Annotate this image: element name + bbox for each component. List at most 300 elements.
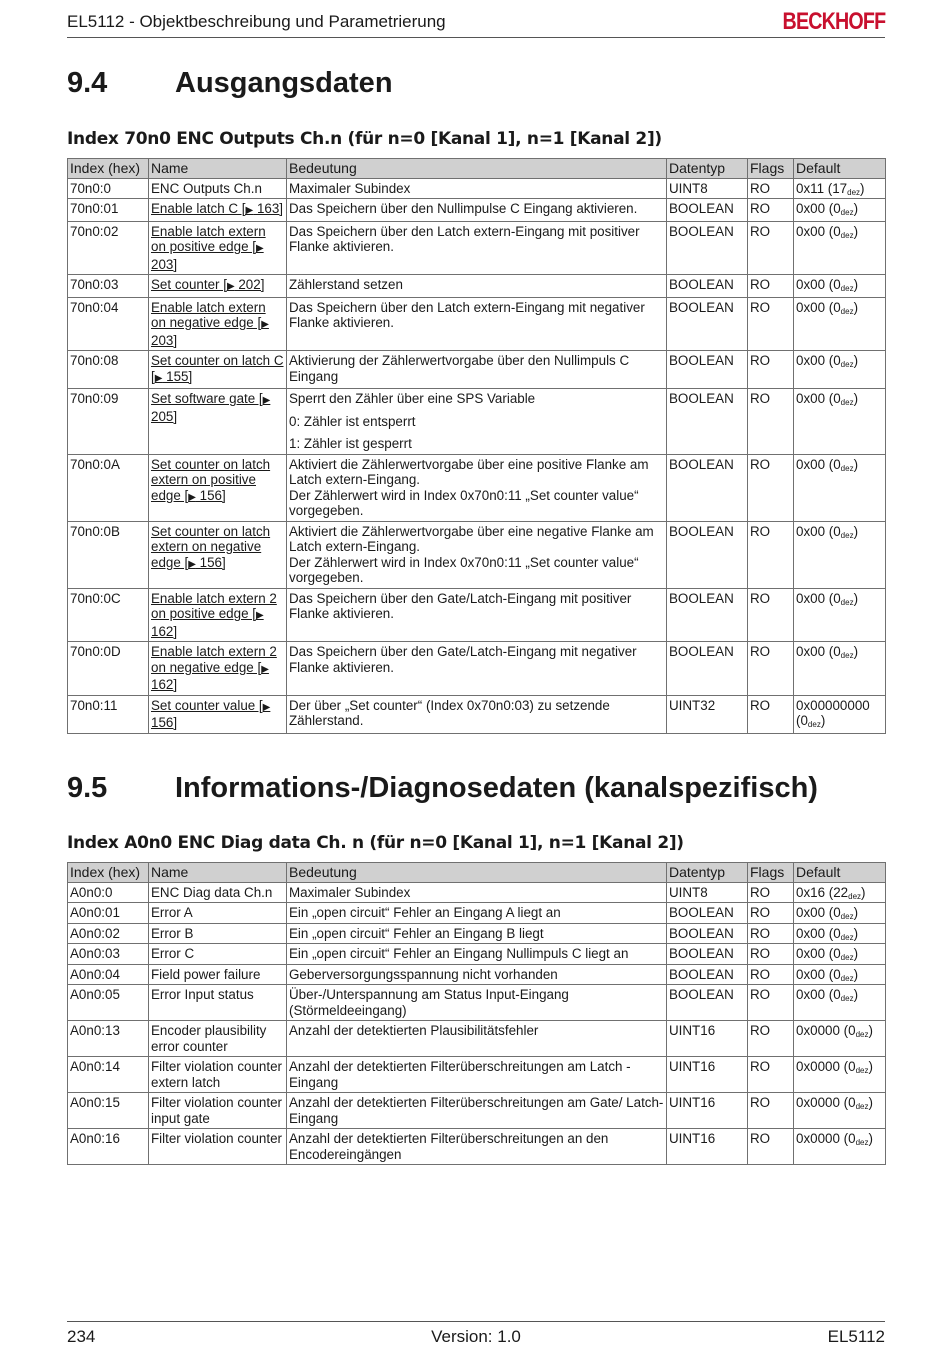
object-link[interactable]: [151, 300, 269, 348]
table-row: [68, 178, 886, 199]
default-value: 0x00 (0: [796, 201, 841, 216]
default-cell: [794, 199, 886, 222]
default-value: 0x00 (0: [796, 353, 841, 368]
flags-cell: RO: [748, 964, 794, 985]
default-cell: [794, 389, 886, 455]
datatype-cell: BOOLEAN: [667, 964, 748, 985]
flags-cell: RO: [748, 454, 794, 521]
table-row: [68, 351, 886, 389]
default-cell: [794, 695, 886, 733]
diag-object-table: [67, 862, 886, 1165]
datatype-cell: BOOLEAN: [667, 588, 748, 642]
datatype-cell: UINT16: [667, 1057, 748, 1093]
flags-cell: RO: [748, 199, 794, 222]
index-cell: A0n0:15: [68, 1093, 149, 1129]
section-heading-9-4: [67, 67, 393, 100]
default-close: ): [868, 1023, 873, 1038]
name-cell: [149, 351, 287, 389]
default-cell: [794, 1093, 886, 1129]
page-ref: 203]: [151, 332, 178, 348]
arrow-right-icon: ▶: [188, 491, 196, 503]
arrow-right-icon: ▶: [261, 319, 269, 330]
default-cell: [794, 1021, 886, 1057]
unit-subscript: dez: [840, 932, 854, 942]
flags-cell: RO: [748, 297, 794, 351]
object-link[interactable]: [151, 391, 270, 424]
datatype-cell: BOOLEAN: [667, 199, 748, 222]
default-close: ): [853, 523, 859, 539]
description-line: 0: Zähler ist entsperrt: [289, 413, 416, 429]
index-cell: A0n0:05: [68, 985, 149, 1021]
default-close: ): [853, 201, 859, 216]
description-cell: Anzahl der detektierten Filterüberschreitungen an den Encodereingängen: [287, 1129, 667, 1165]
link-text: Enable latch extern on negative edge [: [151, 299, 266, 330]
datatype-cell: BOOLEAN: [667, 985, 748, 1021]
default-close: ): [853, 905, 859, 920]
description-line: Der über „Set counter“ (Index 0x70n0:03) zu setzende Zählerstand.: [289, 697, 610, 728]
unit-subscript: dez: [840, 953, 854, 962]
column-header: Datentyp: [667, 863, 748, 883]
datatype-cell: BOOLEAN: [667, 944, 748, 965]
description-cell: Geberversorgungsspannung nicht vorhanden: [287, 964, 667, 985]
name-cell: ENC Outputs Ch.n: [149, 178, 287, 199]
link-text: Set software gate [: [151, 391, 263, 406]
description-line: Das Speichern über den Nullimpulse C Eingang aktivieren.: [289, 201, 638, 216]
unit-subscript: dez: [847, 187, 861, 197]
link-text: Set counter on latch extern on positive edge [: [151, 456, 271, 503]
index-cell: A0n0:0: [68, 882, 149, 903]
page-header: [67, 6, 885, 38]
index-cell: 70n0:04: [68, 297, 149, 351]
unit-subscript: dez: [855, 1138, 869, 1147]
default-cell: [794, 178, 886, 199]
default-close: ): [853, 987, 859, 1002]
description-cell: [287, 521, 667, 588]
brand-logo: BECKHOFF: [782, 8, 885, 35]
outputs-object-table: [67, 158, 886, 734]
description-cell: [287, 351, 667, 389]
name-cell: Filter violation counter input gate: [149, 1093, 287, 1129]
default-close: ): [868, 1059, 873, 1074]
name-cell: Error Input status: [149, 985, 287, 1021]
section-number: 9.5: [67, 772, 108, 804]
default-close: ): [853, 456, 859, 472]
description-line: Das Speichern über den Latch extern-Eingang mit negativer Flanke aktivieren.: [289, 299, 645, 330]
default-value: 0x16 (22: [796, 884, 849, 900]
datatype-cell: BOOLEAN: [667, 221, 748, 275]
link-text: Enable latch extern 2 on negative edge [: [151, 644, 277, 675]
page-ref: 155]: [162, 368, 193, 384]
description-line: Das Speichern über den Gate/Latch-Eingang mit negativer Flanke aktivieren.: [289, 644, 637, 675]
unit-subscript: dez: [855, 1030, 869, 1039]
object-link[interactable]: [151, 201, 283, 216]
index-cell: 70n0:0B: [68, 521, 149, 588]
default-cell: [794, 923, 886, 944]
column-header: Name: [149, 863, 287, 883]
object-link[interactable]: [151, 224, 266, 272]
index-cell: A0n0:02: [68, 923, 149, 944]
object-link[interactable]: [151, 644, 277, 692]
default-value: 0x0000 (0: [796, 1095, 856, 1110]
description-line: Zählerstand setzen: [289, 277, 403, 292]
flags-cell: RO: [748, 695, 794, 733]
datatype-cell: UINT16: [667, 1021, 748, 1057]
description-cell: [287, 642, 667, 696]
description-cell: [287, 199, 667, 222]
default-close: ): [853, 946, 859, 961]
description-cell: [287, 389, 667, 455]
unit-subscript: dez: [840, 463, 854, 473]
default-value: 0x0000 (0: [796, 1131, 856, 1146]
column-header: Default: [794, 863, 886, 883]
default-close: ): [853, 299, 859, 315]
index-cell: 70n0:0D: [68, 642, 149, 696]
flags-cell: RO: [748, 588, 794, 642]
column-header: Name: [149, 159, 287, 179]
datatype-cell: BOOLEAN: [667, 297, 748, 351]
name-cell: ENC Diag data Ch.n: [149, 882, 287, 903]
default-close: ): [860, 180, 865, 196]
unit-subscript: dez: [840, 912, 854, 921]
column-header: Flags: [748, 863, 794, 883]
default-value: 0x00 (0: [796, 590, 841, 606]
table-row: [68, 695, 886, 733]
index-cell: 70n0:11: [68, 695, 149, 733]
name-cell: [149, 199, 287, 222]
column-header: Index (hex): [68, 863, 149, 883]
default-cell: [794, 297, 886, 351]
table-row: [68, 1057, 886, 1093]
table-row: [68, 985, 886, 1021]
flags-cell: RO: [748, 389, 794, 455]
index-cell: 70n0:01: [68, 199, 149, 222]
arrow-right-icon: ▶: [255, 243, 264, 254]
link-text: Set counter value [: [151, 697, 263, 713]
default-cell: [794, 588, 886, 642]
link-text: Enable latch extern 2 on positive edge [: [151, 590, 277, 621]
unit-subscript: dez: [848, 891, 862, 901]
flags-cell: RO: [748, 985, 794, 1021]
default-value: 0x00 (0: [796, 925, 841, 941]
arrow-right-icon: ▶: [226, 281, 235, 292]
table-header-row: [68, 863, 886, 883]
table-row: [68, 297, 886, 351]
default-close: ): [861, 884, 866, 900]
default-cell: [794, 944, 886, 965]
description-line: Aktivierung der Zählerwertvorgabe über den Nullimpuls C Eingang: [289, 353, 630, 384]
default-value: 0x00 (0: [796, 946, 841, 961]
description-line: Maximaler Subindex: [289, 180, 411, 196]
description-line: Der Zählerwert wird in Index 0x70n0:11 „Set counter value“ vorgegeben.: [289, 554, 639, 585]
table-row: [68, 642, 886, 696]
column-header: Index (hex): [68, 159, 149, 179]
name-cell: [149, 695, 287, 733]
name-cell: Error A: [149, 903, 287, 924]
default-value: 0x11 (17: [796, 180, 848, 196]
datatype-cell: UINT16: [667, 1129, 748, 1165]
default-cell: [794, 351, 886, 389]
product-name: EL5112: [827, 1327, 885, 1346]
name-cell: Field power failure: [149, 964, 287, 985]
datatype-cell: BOOLEAN: [667, 923, 748, 944]
section-title: Informations-/Diagnosedaten (kanalspezifisch): [175, 772, 818, 804]
table-header-row: [68, 159, 886, 179]
page-ref: 205]: [151, 408, 178, 424]
column-header: Flags: [748, 159, 794, 179]
flags-cell: RO: [748, 1129, 794, 1165]
object-link[interactable]: [151, 353, 284, 384]
description-line: Das Speichern über den Gate/Latch-Eingang mit positiver Flanke aktivieren.: [289, 590, 632, 621]
table2-heading: Index A0n0 ENC Diag data Ch. n (für n=0 [Kanal 1], n=1 [Kanal 2]): [67, 833, 684, 853]
datatype-cell: UINT32: [667, 695, 748, 733]
name-cell: Error C: [149, 944, 287, 965]
description-cell: Über-/Unterspannung am Status Input-Eingang (Störmeldeeingang): [287, 985, 667, 1021]
description-line: Der Zählerwert wird in Index 0x70n0:11 „Set counter value“ vorgegeben.: [289, 487, 639, 518]
table-row: [68, 1093, 886, 1129]
default-cell: [794, 985, 886, 1021]
object-link[interactable]: [151, 457, 270, 503]
section-title: Ausgangsdaten: [175, 67, 393, 99]
datatype-cell: BOOLEAN: [667, 389, 748, 455]
default-value: 0x00 (0: [796, 523, 841, 539]
description-line: Sperrt den Zähler über eine SPS Variable: [289, 391, 536, 406]
name-cell: Encoder plausibility error counter: [149, 1021, 287, 1057]
unit-subscript: dez: [807, 720, 821, 729]
page-footer: [67, 1321, 885, 1352]
page-ref: 156]: [151, 715, 178, 730]
object-link[interactable]: [151, 277, 264, 292]
name-cell: [149, 521, 287, 588]
link-text: Enable latch C [: [151, 201, 246, 216]
default-close: ): [868, 1095, 873, 1110]
default-close: ): [853, 353, 859, 368]
default-value: 0x00 (0: [796, 987, 841, 1002]
section-number: 9.4: [67, 67, 108, 99]
index-cell: 70n0:0C: [68, 588, 149, 642]
default-close: ): [853, 590, 859, 606]
table-row: [68, 454, 886, 521]
default-value: 0x0000 (0: [796, 1023, 856, 1038]
flags-cell: RO: [748, 882, 794, 903]
name-cell: Filter violation counter extern latch: [149, 1057, 287, 1093]
description-line: Das Speichern über den Latch extern-Eingang mit positiver Flanke aktivieren.: [289, 223, 640, 254]
unit-subscript: dez: [840, 360, 854, 369]
unit-subscript: dez: [855, 1102, 869, 1111]
description-cell: [287, 275, 667, 298]
unit-subscript: dez: [840, 973, 854, 983]
page-ref: 163]: [253, 201, 284, 216]
datatype-cell: UINT8: [667, 882, 748, 903]
link-text: Set counter [: [151, 277, 227, 292]
name-cell: [149, 588, 287, 642]
default-close: ): [868, 1131, 873, 1146]
index-cell: 70n0:09: [68, 389, 149, 455]
description-cell: Maximaler Subindex: [287, 882, 667, 903]
arrow-right-icon: ▶: [262, 395, 271, 406]
page-ref: 203]: [151, 256, 178, 272]
default-close: ): [820, 713, 826, 728]
description-cell: [287, 178, 667, 199]
flags-cell: RO: [748, 521, 794, 588]
table-row: [68, 275, 886, 298]
table-row: [68, 521, 886, 588]
unit-subscript: dez: [840, 530, 854, 540]
unit-subscript: dez: [855, 1066, 869, 1075]
index-cell: A0n0:03: [68, 944, 149, 965]
name-cell: [149, 642, 287, 696]
version-label: Version: 1.0: [431, 1327, 521, 1346]
description-cell: [287, 454, 667, 521]
arrow-right-icon: ▶: [261, 663, 269, 675]
flags-cell: RO: [748, 275, 794, 298]
link-text: Set counter on latch C [: [151, 353, 284, 384]
table-row: [68, 1129, 886, 1165]
default-close: ): [853, 223, 859, 239]
description-cell: Ein „open circuit“ Fehler an Eingang A liegt an: [287, 903, 667, 924]
flags-cell: RO: [748, 1093, 794, 1129]
default-value: 0x00 (0: [796, 391, 841, 406]
page-ref: 162]: [151, 677, 178, 692]
description-cell: [287, 221, 667, 275]
index-cell: 70n0:08: [68, 351, 149, 389]
default-close: ): [853, 644, 859, 659]
default-value: 0x00 (0: [796, 299, 841, 315]
object-link[interactable]: [151, 524, 270, 570]
description-line: 1: Zähler ist gesperrt: [289, 436, 412, 451]
table-row: [68, 389, 886, 455]
name-cell: Filter violation counter: [149, 1129, 287, 1165]
name-cell: [149, 454, 287, 521]
table-row: [68, 221, 886, 275]
table-row: [68, 923, 886, 944]
table-row: [68, 588, 886, 642]
flags-cell: RO: [748, 903, 794, 924]
page-ref: 162]: [151, 623, 178, 639]
unit-subscript: dez: [840, 230, 854, 240]
unit-subscript: dez: [840, 208, 854, 217]
column-header: Default: [794, 159, 886, 179]
description-cell: Ein „open circuit“ Fehler an Eingang B liegt: [287, 923, 667, 944]
description-cell: [287, 297, 667, 351]
description-line: Aktiviert die Zählerwertvorgabe über eine positive Flanke am Latch extern-Eingang.: [289, 456, 649, 487]
datatype-cell: BOOLEAN: [667, 642, 748, 696]
default-close: ): [853, 925, 859, 941]
default-cell: [794, 903, 886, 924]
default-value: 0x00 (0: [796, 644, 841, 659]
table-row: [68, 903, 886, 924]
flags-cell: RO: [748, 1021, 794, 1057]
default-value: 0x00 (0: [796, 905, 841, 920]
default-close: ): [853, 966, 859, 982]
datatype-cell: BOOLEAN: [667, 351, 748, 389]
default-cell: [794, 221, 886, 275]
arrow-right-icon: ▶: [154, 372, 163, 384]
default-value: 0x00000000 (0: [796, 697, 870, 728]
name-cell: [149, 389, 287, 455]
datatype-cell: BOOLEAN: [667, 903, 748, 924]
table1-heading: Index 70n0 ENC Outputs Ch.n (für n=0 [Kanal 1], n=1 [Kanal 2]): [67, 129, 662, 149]
page-ref: 202]: [234, 277, 265, 292]
link-text: Enable latch extern on positive edge [: [151, 223, 266, 254]
default-cell: [794, 642, 886, 696]
flags-cell: RO: [748, 351, 794, 389]
description-cell: Anzahl der detektierten Plausibilitätsfehler: [287, 1021, 667, 1057]
default-cell: [794, 1057, 886, 1093]
description-cell: [287, 695, 667, 733]
index-cell: 70n0:02: [68, 221, 149, 275]
datatype-cell: UINT16: [667, 1093, 748, 1129]
table-row: [68, 1021, 886, 1057]
description-line: Aktiviert die Zählerwertvorgabe über eine negative Flanke am Latch extern-Eingang.: [289, 523, 654, 554]
flags-cell: RO: [748, 221, 794, 275]
default-cell: [794, 882, 886, 903]
default-close: ): [853, 391, 859, 406]
table-row: [68, 882, 886, 903]
flags-cell: RO: [748, 923, 794, 944]
object-link[interactable]: [151, 698, 270, 731]
default-value: 0x00 (0: [796, 966, 841, 982]
table-row: [68, 944, 886, 965]
datatype-cell: BOOLEAN: [667, 454, 748, 521]
description-cell: [287, 588, 667, 642]
default-cell: [794, 521, 886, 588]
default-close: ): [853, 277, 859, 292]
description-cell: Anzahl der detektierten Filterüberschreitungen am Gate/ Latch-Eingang: [287, 1093, 667, 1129]
unit-subscript: dez: [840, 651, 854, 660]
flags-cell: RO: [748, 944, 794, 965]
default-cell: [794, 964, 886, 985]
index-cell: 70n0:03: [68, 275, 149, 298]
unit-subscript: dez: [840, 994, 854, 1003]
description-cell: Anzahl der detektierten Filterüberschreitungen am Latch -Eingang: [287, 1057, 667, 1093]
column-header: Bedeutung: [287, 863, 667, 883]
default-cell: [794, 275, 886, 298]
index-cell: A0n0:01: [68, 903, 149, 924]
unit-subscript: dez: [840, 597, 854, 607]
page-ref: 156]: [195, 487, 226, 503]
index-cell: 70n0:0A: [68, 454, 149, 521]
default-cell: [794, 454, 886, 521]
default-value: 0x00 (0: [796, 456, 841, 472]
page-ref: 156]: [195, 554, 226, 570]
unit-subscript: dez: [840, 284, 854, 293]
object-link[interactable]: [151, 591, 277, 639]
column-header: Bedeutung: [287, 159, 667, 179]
name-cell: [149, 297, 287, 351]
arrow-right-icon: ▶: [188, 558, 196, 570]
column-header: Datentyp: [667, 159, 748, 179]
flags-cell: RO: [748, 1057, 794, 1093]
document-title: EL5112 - Objektbeschreibung und Parametrierung: [67, 12, 446, 31]
index-cell: 70n0:0: [68, 178, 149, 199]
arrow-right-icon: ▶: [245, 205, 254, 216]
default-value: 0x00 (0: [796, 277, 841, 292]
arrow-right-icon: ▶: [262, 701, 271, 713]
section-heading-9-5: [67, 772, 818, 805]
page-number: 234: [67, 1327, 96, 1346]
index-cell: A0n0:04: [68, 964, 149, 985]
name-cell: [149, 275, 287, 298]
unit-subscript: dez: [840, 306, 854, 316]
name-cell: [149, 221, 287, 275]
description-cell: Ein „open circuit“ Fehler an Eingang Nullimpuls C liegt an: [287, 944, 667, 965]
datatype-cell: BOOLEAN: [667, 275, 748, 298]
table-row: [68, 964, 886, 985]
flags-cell: RO: [748, 178, 794, 199]
index-cell: A0n0:13: [68, 1021, 149, 1057]
datatype-cell: UINT8: [667, 178, 748, 199]
arrow-right-icon: ▶: [255, 610, 264, 621]
